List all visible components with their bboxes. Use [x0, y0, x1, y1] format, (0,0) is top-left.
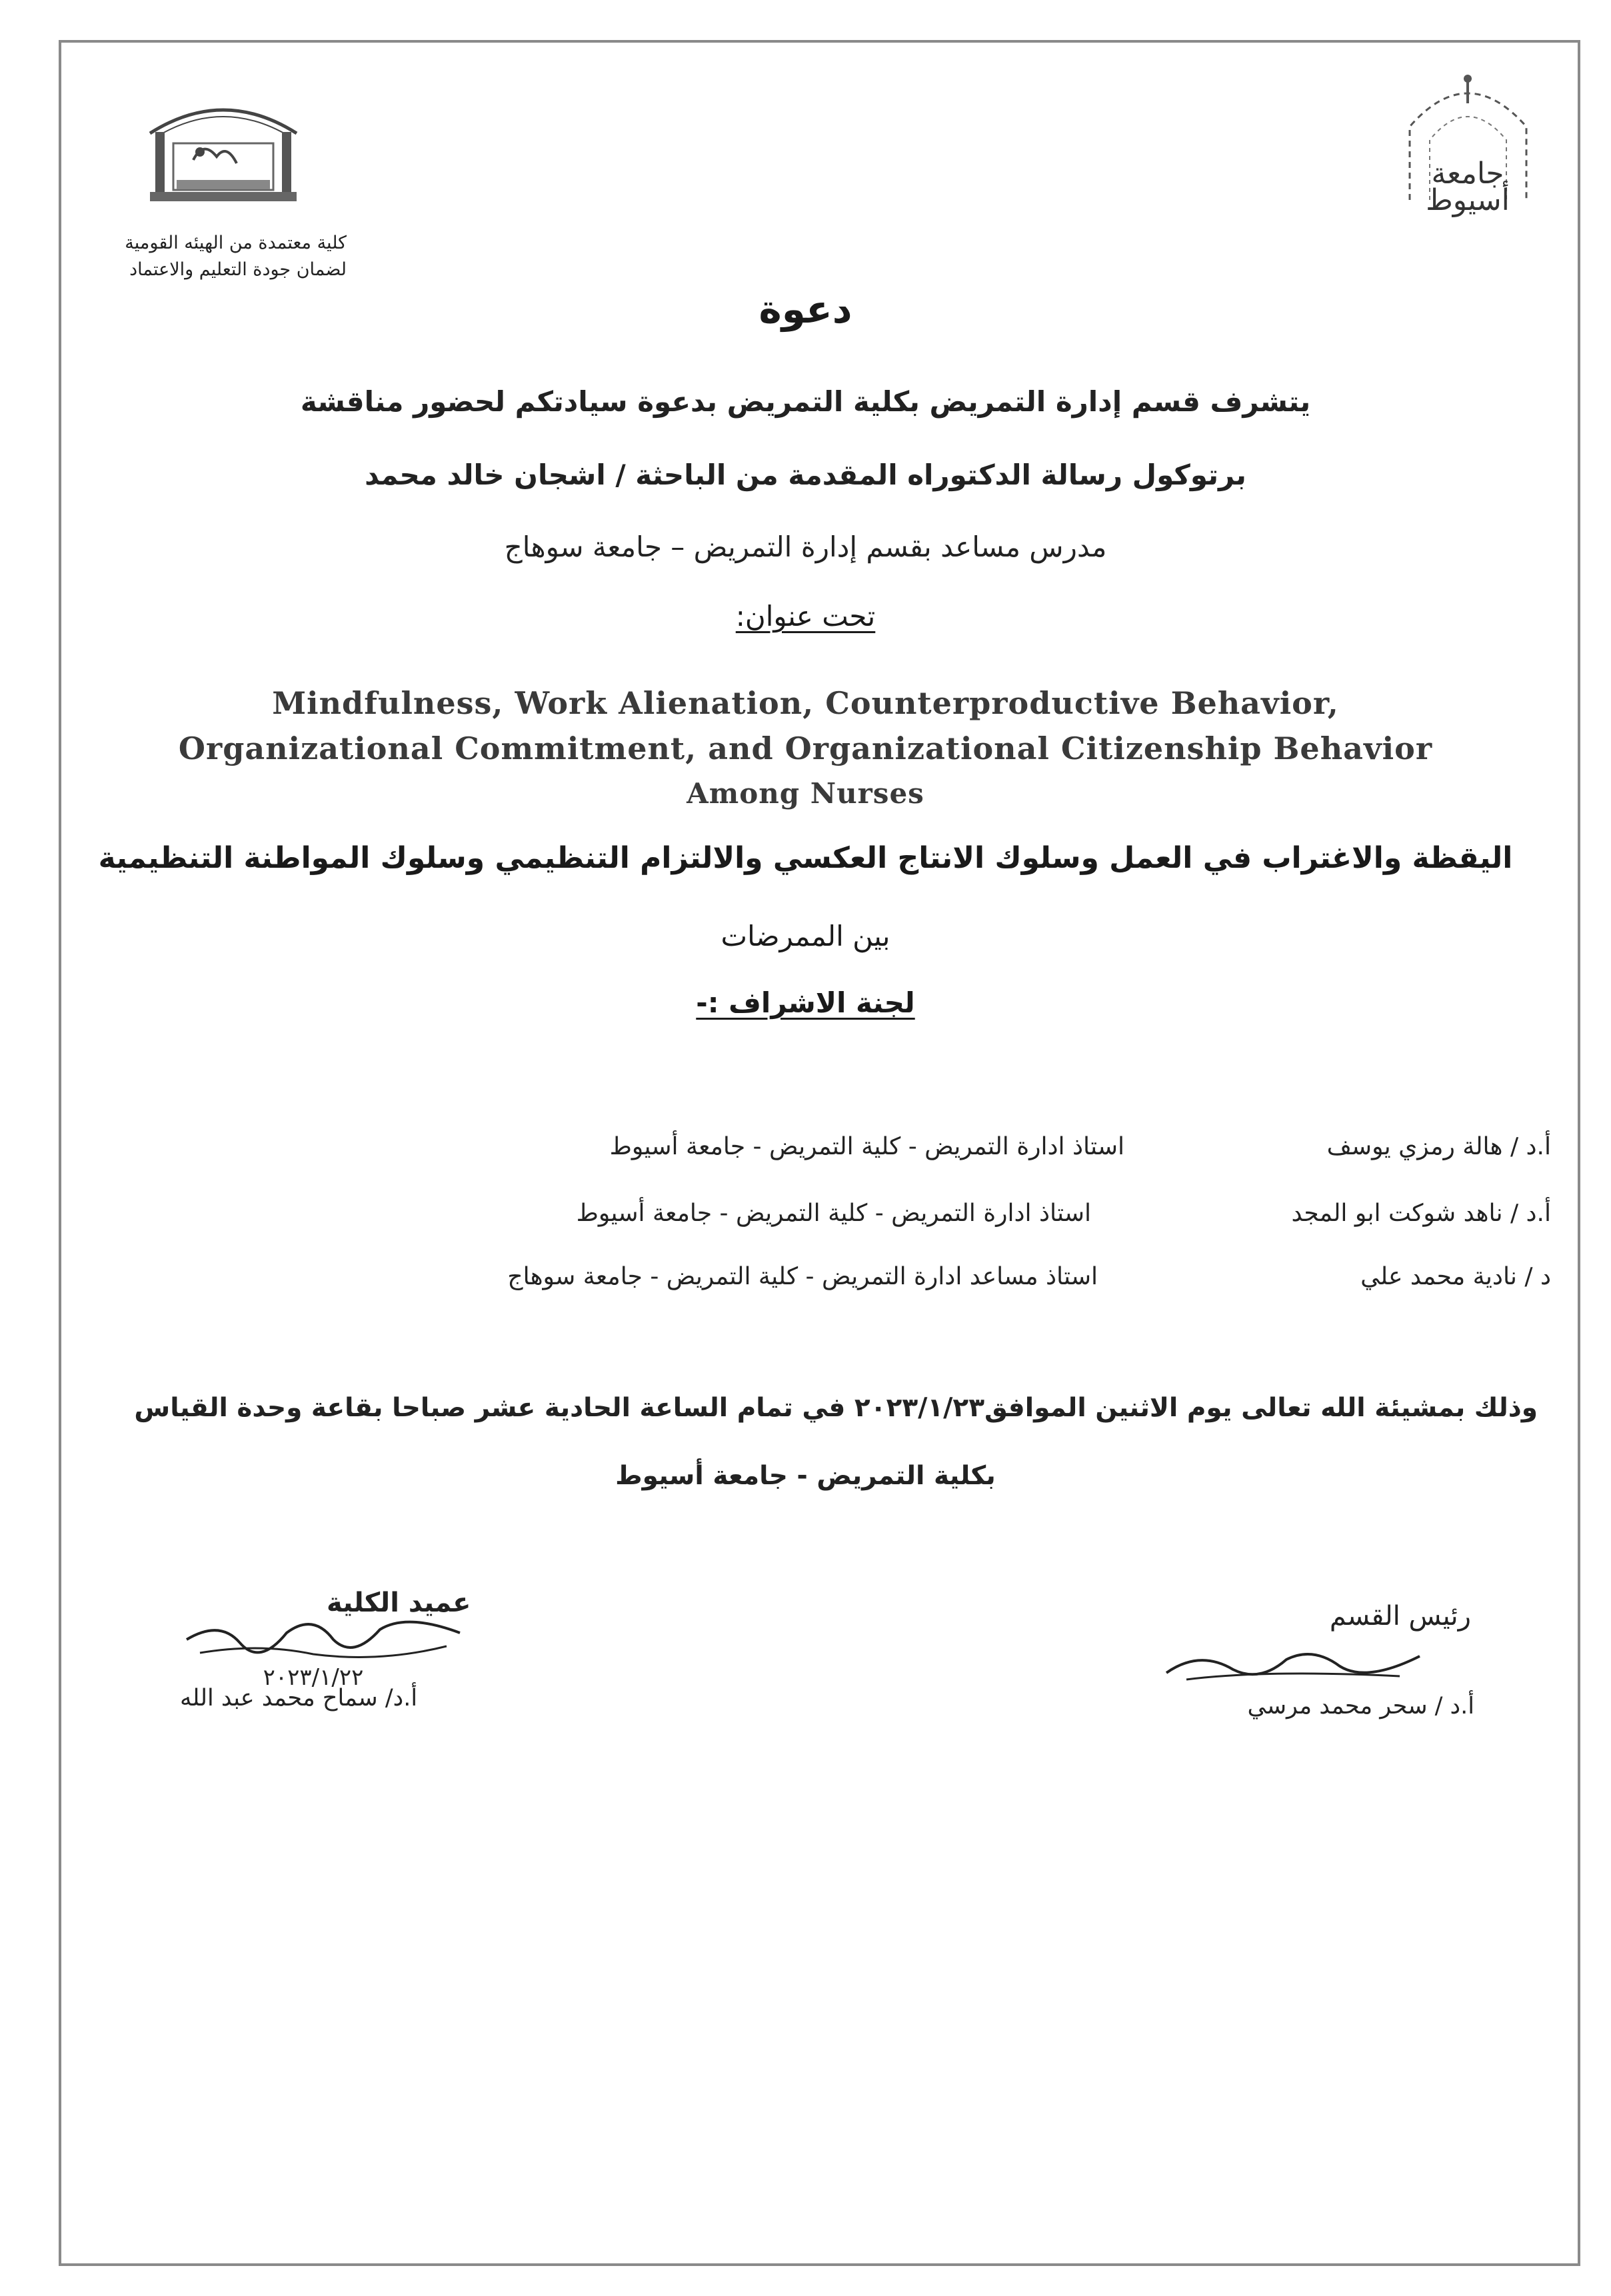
member-name: أ.د / هالة رمزي يوسف [1326, 1133, 1551, 1160]
member-name: د / نادية محمد علي [1360, 1263, 1551, 1290]
dean-signature [180, 1613, 473, 1693]
member-title: استاذ مساعد ادارة التمريض - كلية التمريض - جامعة سوهاج [507, 1263, 1098, 1290]
page-title: دعوة [759, 287, 852, 332]
dean-signature-date: ٢٠٢٣/١/٢٢ [263, 1664, 364, 1691]
department-head-role: رئيس القسم [1329, 1601, 1471, 1632]
accreditation-note [100, 230, 347, 283]
member-name: أ.د / ناهد شوكت ابو المجد [1291, 1200, 1551, 1227]
member-title: استاذ ادارة التمريض - كلية التمريض - جامعة أسيوط [576, 1200, 1091, 1227]
svg-text:أسيوط: أسيوط [1426, 183, 1510, 217]
thesis-en-line-1: Mindfulness, Work Alienation, Counterproductive Behavior, [272, 685, 1339, 721]
dean-role: عميد الكلية [327, 1588, 471, 1618]
svg-text:جامعة: جامعة [1431, 157, 1504, 191]
accreditation-line-1: كلية معتمدة من الهيئه القومية [125, 233, 347, 253]
schedule-line-2: بكلية التمريض - جامعة أسيوط [615, 1461, 996, 1491]
committee-heading-label: لجنة الاشراف :- [696, 986, 915, 1019]
under-title-label: تحت عنوان: [735, 600, 876, 632]
schedule-line-1: وذلك بمشيئة الله تعالى يوم الاثنين الموافق٢٠٢٣/١/٢٣ في تمام الساعة الحادية عشر صباحا بقاعة وحدة القياس [134, 1393, 1538, 1423]
thesis-en-line-3: Among Nurses [687, 777, 924, 810]
invitation-line-1: يتشرف قسم إدارة التمريض بكلية التمريض بدعوة سيادتكم لحضور مناقشة [300, 385, 1311, 418]
invitation-line-2: برتوكول رسالة الدكتوراه المقدمة من الباحثة / اشجان خالد محمد [365, 459, 1246, 491]
invitation-line-3: مدرس مساعد بقسم إدارة التمريض – جامعة سوهاج [504, 531, 1107, 563]
accreditation-line-2: لضمان جودة التعليم والاعتماد [129, 259, 347, 280]
thesis-ar-line-2: بين الممرضات [721, 920, 890, 952]
committee-heading [0, 986, 1611, 1019]
under-title-heading [0, 600, 1611, 632]
thesis-en-line-2: Organizational Commitment, and Organizational Citizenship Behavior [178, 730, 1433, 766]
department-head-name: أ.د / سحر محمد مرسي [1247, 1693, 1474, 1720]
thesis-ar-line-1: اليقظة والاغتراب في العمل وسلوك الانتاج العكسي والالتزام التنظيمي وسلوك المواطنة التنظيمية [98, 841, 1513, 875]
department-head-signature [1160, 1643, 1426, 1690]
faculty-logo [137, 80, 310, 213]
dean-name: أ.د/ سماح محمد عبد الله [180, 1685, 418, 1712]
member-title: استاذ ادارة التمريض - كلية التمريض - جامعة أسيوط [609, 1133, 1124, 1160]
university-logo [1390, 67, 1546, 223]
